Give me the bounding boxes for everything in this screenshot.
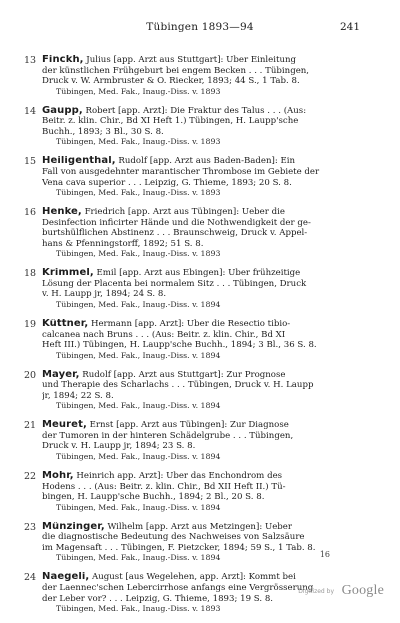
- entry-first-line: [42, 572, 370, 583]
- entry-line: Druck v. H. Laupp jr, 1894; 23 S. 8.: [42, 441, 196, 452]
- author-name: Heiligenthal,: [42, 156, 116, 167]
- author-name: Meuret,: [42, 420, 87, 431]
- entry-line: Hodens . . . (Aus: Beitr. z. klin. Chir., Bd XII Heft II.) Tü-: [42, 481, 286, 492]
- entry-number: 16: [24, 207, 37, 219]
- entry-number: 19: [24, 318, 37, 330]
- page-number: 241: [339, 21, 360, 33]
- faculty-note: Tübingen, Med. Fak., Inaug.-Diss. v. 1894: [56, 452, 221, 462]
- faculty-note: Tübingen, Med. Fak., Inaug.-Diss. v. 1894: [56, 350, 221, 360]
- entry-list: [24, 55, 370, 623]
- entry-first-line: [42, 420, 370, 431]
- author-name: Küttner,: [42, 318, 89, 329]
- bibliography-entry: [24, 55, 370, 96]
- faculty-note: Tübingen, Med. Fak., Inaug.-Diss. v. 1894: [56, 553, 221, 563]
- bibliography-entry: [24, 106, 370, 147]
- entry-number: 23: [24, 521, 37, 533]
- watermark-small-text: Digitized by: [298, 588, 334, 595]
- entry-text: Rudolf [app. Arzt aus Baden-Baden]: Ein: [115, 156, 296, 167]
- entry-line: und Therapie des Scharlachs . . . Tübingen, Druck v. H. Laupp: [42, 380, 314, 391]
- entry-line: der Leber vor? . . . Leipzig, G. Thieme, 1893; 19 S. 8.: [42, 593, 274, 604]
- entry-first-line: [42, 522, 370, 533]
- entry-text: Heinrich app. Arzt]: Über das Enchondrom des: [73, 470, 283, 481]
- entry-number: 18: [24, 268, 37, 280]
- entry-line: Druck v. W. Armbruster & O. Riecker, 1893; 44 S., 1 Tab. 8.: [42, 76, 300, 87]
- entry-text: Wilhelm [app. Arzt aus Metzingen]: Ueber: [104, 521, 292, 532]
- bibliography-entry: [24, 268, 370, 309]
- entry-text: Ernst [app. Arzt aus Tübingen]: Zur Diagnose: [86, 420, 289, 431]
- entry-text: Rudolf [app. Arzt aus Stuttgart]: Zur Prognose: [79, 369, 286, 380]
- running-header: [0, 21, 400, 35]
- faculty-note: Tübingen, Med. Fak., Inaug.-Diss. v. 1894: [56, 502, 221, 512]
- author-name: Naegeli,: [42, 572, 90, 583]
- entry-line: v. H. Laupp jr, 1894; 24 S. 8.: [42, 289, 167, 300]
- entry-number: 14: [24, 105, 37, 117]
- entry-line: Desinfection inficirter Hände und die Nothwendigkeit der ge-: [42, 217, 311, 228]
- bibliography-entry: [24, 207, 370, 259]
- bibliography-entry: [24, 471, 370, 512]
- entry-line: calcanea nach Bruns . . . (Aus: Beitr. z. klin. Chir., Bd XI: [42, 329, 286, 340]
- entry-number: 13: [24, 55, 37, 66]
- signature-mark: 16: [319, 550, 330, 559]
- author-name: Finckh,: [42, 55, 84, 65]
- entry-line: Beitr. z. klin. Chir., Bd XI Heft 1.) Tübingen, H. Laupp'sche: [42, 116, 299, 127]
- entry-first-line: [42, 471, 370, 482]
- faculty-note: Tübingen, Med. Fak., Inaug.-Diss. v. 1894: [56, 300, 221, 310]
- entry-first-line: [42, 106, 370, 117]
- faculty-note: Tübingen, Med. Fak., Inaug.-Diss. v. 1893: [56, 86, 221, 96]
- entry-text: Robert [app. Arzt]: Die Fraktur des Talus . . . (Aus:: [82, 105, 307, 116]
- entry-line: im Magensaft . . . Tübingen, F. Pietzcker, 1894; 59 S., 1 Tab. 8.: [42, 542, 316, 553]
- faculty-note: Tübingen, Med. Fak., Inaug.-Diss. v. 1893: [56, 604, 221, 614]
- entry-line: der Tumoren in der hinteren Schädelgrube . . . Tübingen,: [42, 430, 294, 441]
- entry-line: der künstlichen Frühgeburt bei engem Becken . . . Tübingen,: [42, 65, 310, 76]
- author-name: Münzinger,: [42, 521, 105, 532]
- entry-number: 20: [24, 369, 37, 381]
- entry-line: bingen, H. Laupp'sche Buchh., 1894; 2 Bl., 20 S. 8.: [42, 492, 265, 503]
- entry-text: August [aus Wegelehen, app. Arzt]: Kommt bei: [89, 572, 296, 583]
- entry-text: Hermann [app. Arzt]: Über die Resectio tibio-: [88, 318, 291, 329]
- entry-line: Vena cava superior . . . Leipzig, G. Thieme, 1893; 20 S. 8.: [42, 177, 292, 188]
- entry-line: Lösung der Placenta bei normalem Sitz . . . Tübingen, Druck: [42, 278, 307, 289]
- entry-text: Emil [app. Arzt aus Ebingen]: Über frühzeitige: [93, 268, 301, 279]
- entry-text: Friedrich [app. Arzt aus Tübingen]: Ueber die: [81, 207, 285, 218]
- entry-first-line: [42, 55, 370, 66]
- page-title: Tübingen 1893—94: [146, 21, 254, 33]
- faculty-note: Tübingen, Med. Fak., Inaug.-Diss. v. 1893: [56, 137, 221, 147]
- entry-line: Heft III.) Tübingen, H. Laupp'sche Buchh., 1894; 3 Bl., 36 S. 8.: [42, 340, 317, 351]
- entry-first-line: [42, 156, 370, 167]
- author-name: Henke,: [42, 207, 82, 218]
- bibliography-entry: [24, 370, 370, 411]
- entry-number: 15: [24, 156, 37, 168]
- watermark-logo-text: Google: [341, 583, 384, 598]
- entry-line: hans & Pfenningstorff, 1892; 51 S. 8.: [42, 238, 204, 249]
- entry-line: der Laennec'schen Lebercirrhose anfangs eine Vergrösserung: [42, 582, 314, 593]
- bibliography-entry: [24, 420, 370, 461]
- entry-first-line: [42, 370, 370, 381]
- author-name: Mohr,: [42, 470, 74, 481]
- entry-number: 21: [24, 420, 37, 432]
- entry-text: Julius [app. Arzt aus Stuttgart]: Über Einleitung: [83, 55, 297, 65]
- entry-first-line: [42, 319, 370, 330]
- entry-line: Fall von ausgedehnter marantischer Thrombose im Gebiete der: [42, 166, 320, 177]
- entry-line: Buchh., 1893; 3 Bl., 30 S. 8.: [42, 126, 164, 137]
- faculty-note: Tübingen, Med. Fak., Inaug.-Diss. v. 1894: [56, 401, 221, 411]
- entry-line: jr, 1894; 22 S. 8.: [42, 390, 114, 401]
- author-name: Gaupp,: [42, 105, 83, 116]
- faculty-note: Tübingen, Med. Fak., Inaug.-Diss. v. 1893: [56, 249, 221, 259]
- bibliography-entry: [24, 156, 370, 197]
- entry-first-line: [42, 207, 370, 218]
- bibliography-entry: [24, 319, 370, 360]
- faculty-note: Tübingen, Med. Fak., Inaug.-Diss. v. 1893: [56, 188, 221, 198]
- entry-number: 24: [24, 572, 37, 584]
- entry-line: die diagnostische Bedeutung des Nachweises von Salzsäure: [42, 532, 305, 543]
- entry-line: burtshülflichen Abstinenz . . . Braunschweig, Druck v. Appel-: [42, 228, 308, 239]
- bibliography-entry: [24, 522, 370, 563]
- entry-first-line: [42, 268, 370, 279]
- author-name: Krimmel,: [42, 268, 94, 279]
- entry-number: 22: [24, 470, 37, 482]
- author-name: Mayer,: [42, 369, 80, 380]
